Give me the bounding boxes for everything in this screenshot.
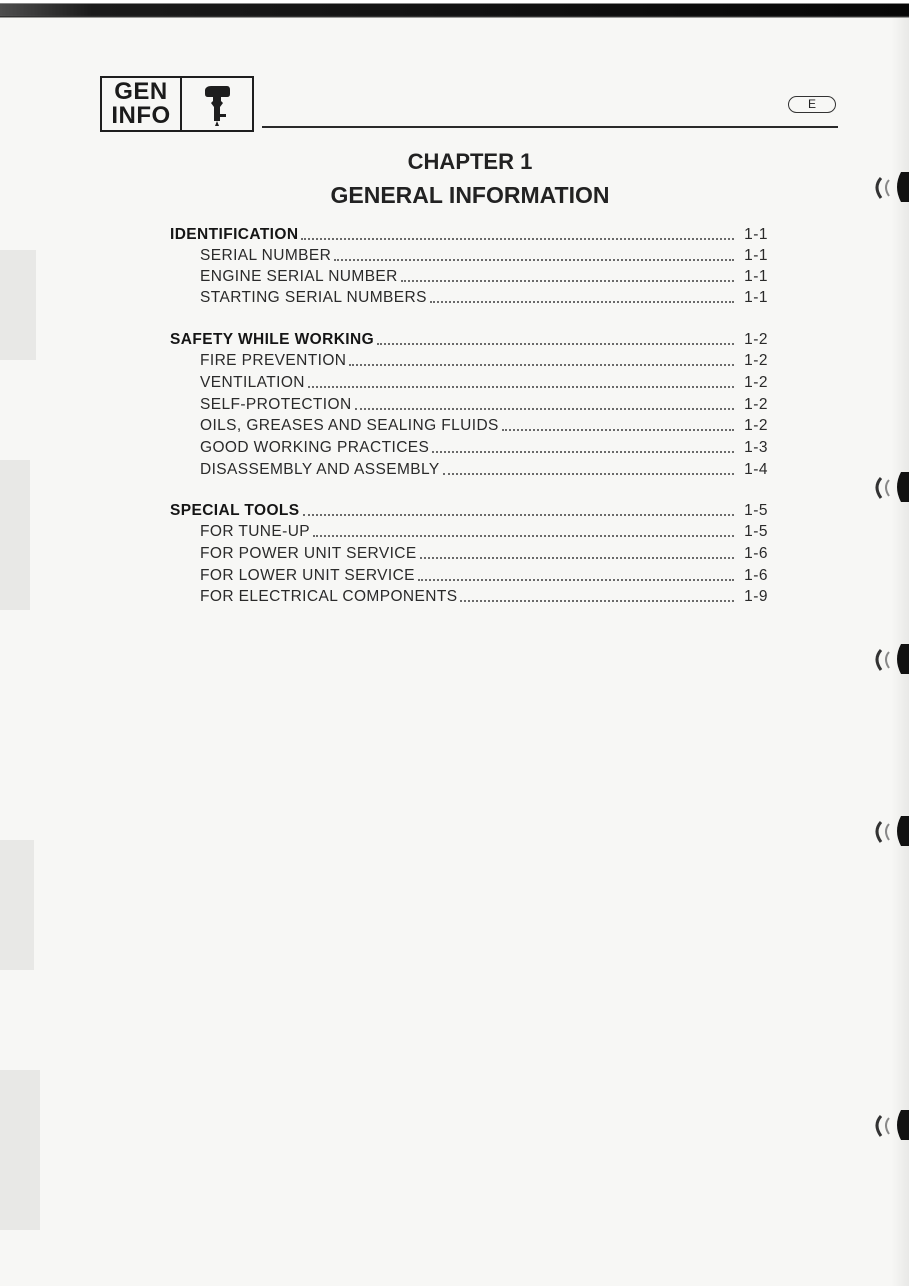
toc-page-number: 1-9 bbox=[744, 588, 768, 605]
toc-entry-label: FOR TUNE-UP bbox=[200, 523, 311, 540]
dot-leader bbox=[308, 372, 734, 388]
toc-page-number: 1-6 bbox=[744, 567, 768, 584]
toc-entry-label: ENGINE SERIAL NUMBER bbox=[200, 268, 398, 285]
toc-page-number: 1-2 bbox=[744, 352, 768, 369]
toc-entry[interactable] bbox=[170, 519, 768, 541]
scan-smudge bbox=[0, 1070, 40, 1230]
dot-leader bbox=[420, 543, 734, 559]
outboard-motor-icon bbox=[182, 78, 252, 130]
binder-ring-icon bbox=[867, 1108, 909, 1142]
toc-entry[interactable] bbox=[170, 413, 768, 435]
toc-page-number: 1-5 bbox=[744, 502, 768, 519]
toc-heading[interactable] bbox=[170, 327, 768, 349]
toc-entry-label: SELF-PROTECTION bbox=[200, 396, 352, 413]
toc-page-number: 1-1 bbox=[744, 289, 768, 306]
toc-page-number: 1-3 bbox=[744, 439, 768, 456]
toc-entry[interactable] bbox=[170, 370, 768, 392]
chapter-number: CHAPTER 1 bbox=[407, 149, 533, 174]
section-tag bbox=[100, 76, 254, 132]
dot-leader bbox=[430, 287, 734, 303]
dot-leader bbox=[313, 521, 734, 537]
header-rule bbox=[262, 126, 838, 128]
dot-leader bbox=[432, 437, 734, 453]
toc-page-number: 1-2 bbox=[744, 331, 768, 348]
toc-page-number: 1-1 bbox=[744, 226, 768, 243]
toc-heading-label: IDENTIFICATION bbox=[170, 226, 299, 243]
dot-leader bbox=[502, 415, 734, 431]
toc-entry-label: FOR LOWER UNIT SERVICE bbox=[200, 567, 415, 584]
toc-entry-label: VENTILATION bbox=[200, 374, 305, 391]
scan-smudge bbox=[0, 460, 30, 610]
toc-entry[interactable] bbox=[170, 584, 768, 606]
toc-page-number: 1-6 bbox=[744, 545, 768, 562]
toc-entry-label: FOR POWER UNIT SERVICE bbox=[200, 545, 417, 562]
toc-page-number: 1-4 bbox=[744, 461, 768, 478]
binder-ring-icon bbox=[867, 814, 909, 848]
toc-page-number: 1-2 bbox=[744, 396, 768, 413]
toc-entry[interactable] bbox=[170, 457, 768, 479]
toc-entry-label: STARTING SERIAL NUMBERS bbox=[200, 289, 427, 306]
toc-entry-label: FIRE PREVENTION bbox=[200, 352, 347, 369]
toc-entry[interactable] bbox=[170, 348, 768, 370]
binder-ring-icon bbox=[867, 470, 909, 504]
dot-leader bbox=[443, 459, 734, 475]
toc-heading-label: SPECIAL TOOLS bbox=[170, 502, 300, 519]
scan-top-edge bbox=[0, 0, 909, 18]
toc-entry-label: DISASSEMBLY AND ASSEMBLY bbox=[200, 461, 440, 478]
toc-entry[interactable] bbox=[170, 264, 768, 286]
toc-entry[interactable] bbox=[170, 541, 768, 563]
dot-leader bbox=[377, 329, 734, 345]
toc-page-number: 1-2 bbox=[744, 417, 768, 434]
dot-leader bbox=[401, 266, 734, 282]
binder-ring-icon bbox=[867, 170, 909, 204]
toc-entry[interactable] bbox=[170, 285, 768, 307]
scan-smudge bbox=[0, 840, 34, 970]
section-tag-line1: GEN bbox=[114, 78, 168, 105]
toc-entry-label: FOR ELECTRICAL COMPONENTS bbox=[200, 588, 458, 605]
scan-smudge bbox=[0, 250, 36, 360]
toc-page-number: 1-1 bbox=[744, 268, 768, 285]
dot-leader bbox=[355, 394, 734, 410]
toc-page-number: 1-5 bbox=[744, 523, 768, 540]
language-badge: E bbox=[788, 96, 836, 113]
toc-entry[interactable] bbox=[170, 563, 768, 585]
toc-entry[interactable] bbox=[170, 435, 768, 457]
dot-leader bbox=[334, 245, 734, 261]
dot-leader bbox=[349, 350, 734, 366]
toc-entry[interactable] bbox=[170, 243, 768, 265]
toc-entry-label: SERIAL NUMBER bbox=[200, 247, 332, 264]
toc-entry-label: OILS, GREASES AND SEALING FLUIDS bbox=[200, 417, 499, 434]
toc-page-number: 1-1 bbox=[744, 247, 768, 264]
chapter-title: GENERAL INFORMATION bbox=[330, 182, 610, 208]
dot-leader bbox=[303, 500, 734, 516]
toc-entry-label: GOOD WORKING PRACTICES bbox=[200, 439, 430, 456]
toc-heading-label: SAFETY WHILE WORKING bbox=[170, 331, 375, 348]
dot-leader bbox=[460, 586, 734, 602]
section-tag-line2: INFO bbox=[111, 102, 171, 129]
section-tag-text bbox=[102, 78, 182, 130]
toc-heading[interactable] bbox=[170, 222, 768, 244]
toc-heading[interactable] bbox=[170, 498, 768, 520]
dot-leader bbox=[301, 224, 734, 240]
dot-leader bbox=[418, 565, 734, 581]
toc-page-number: 1-2 bbox=[744, 374, 768, 391]
toc-entry[interactable] bbox=[170, 392, 768, 414]
binder-ring-icon bbox=[867, 642, 909, 676]
